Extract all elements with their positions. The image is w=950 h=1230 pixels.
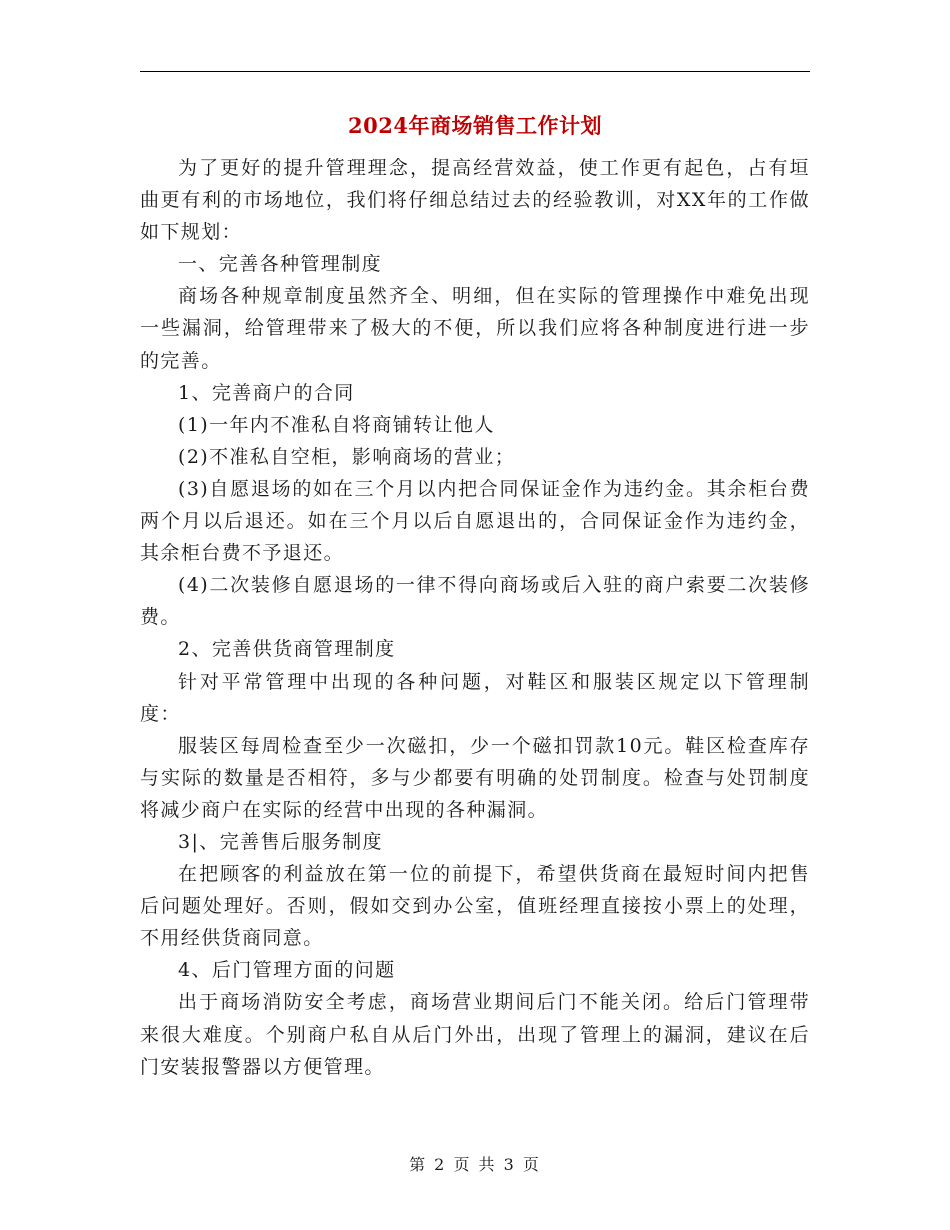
body-paragraph: 出于商场消防安全考虑，商场营业期间后门不能关闭。给后门管理带来很大难度。个别商户私自从后门外出，出现了管理上的漏洞，建议在后门安装报警器以方便管理。	[140, 991, 810, 1078]
subsection-heading-2: 2、完善供货商管理制度	[178, 638, 396, 661]
body-paragraph: 在把顾客的利益放在第一位的前提下，希望供货商在最短时间内把售后问题处理好。否则，假如交到办公室，值班经理直接按小票上的处理，不用经供货商同意。	[140, 863, 810, 950]
intro-paragraph: 为了更好的提升管理理念，提高经营效益，使工作更有起色，占有垣曲更有利的市场地位，我们将仔细总结过去的经验教训，对XX年的工作做如下规划：	[140, 157, 810, 244]
body-paragraph: 商场各种规章制度虽然齐全、明细，但在实际的管理操作中难免出现一些漏洞，给管理带来了极大的不便，所以我们应将各种制度进行进一步的完善。	[140, 285, 810, 372]
subsection-heading-3: 3|、完善售后服务制度	[178, 830, 383, 853]
document-body	[140, 152, 810, 1083]
subsection-heading-4: 4、后门管理方面的问题	[178, 959, 396, 982]
page-number: 第 2 页 共 3 页	[409, 1155, 541, 1174]
list-item-2: (2)不准私自空柜，影响商场的营业；	[178, 445, 516, 468]
list-item-1: (1)一年内不准私自将商铺转让他人	[178, 413, 495, 436]
list-item-4: (4)二次装修自愿退场的一律不得向商场或后入驻的商户索要二次装修费。	[140, 574, 810, 629]
document-title: 2024年商场销售工作计划	[348, 113, 602, 138]
list-item-3: (3)自愿退场的如在三个月以内把合同保证金作为违约金。其余柜台费两个月以后退还。如在三个月以后自愿退出的，合同保证金作为违约金，其余柜台费不予退还。	[140, 477, 810, 565]
body-paragraph: 针对平常管理中出现的各种问题，对鞋区和服装区规定以下管理制度：	[140, 670, 810, 725]
body-paragraph: 服装区每周检查至少一次磁扣，少一个磁扣罚款10元。鞋区检查库存与实际的数量是否相符，多与少都要有明确的处罚制度。检查与处罚制度将减少商户在实际的经营中出现的各种漏洞。	[140, 734, 810, 821]
header-rule	[140, 71, 810, 72]
subsection-heading-1: 1、完善商户的合同	[178, 381, 355, 404]
section-heading-1: 一、完善各种管理制度	[178, 253, 383, 276]
